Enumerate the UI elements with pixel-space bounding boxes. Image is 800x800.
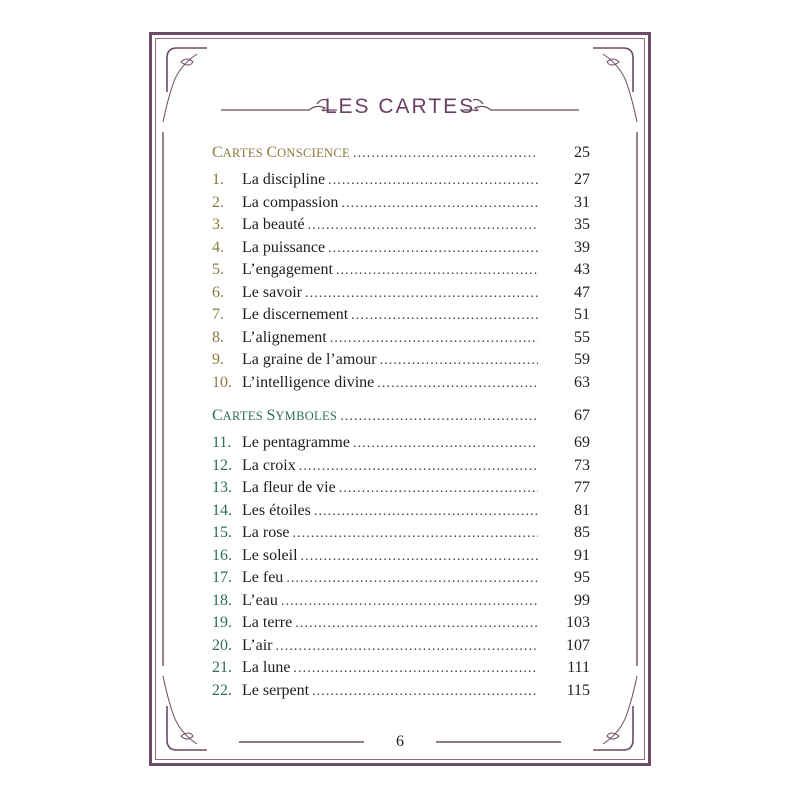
entry-label: L’engagement: [242, 261, 333, 278]
dot-leader: [328, 170, 538, 193]
title-banner: [149, 90, 651, 124]
dot-leader: [380, 350, 538, 373]
entry-list: [212, 169, 590, 394]
toc-entry[interactable]: [212, 259, 590, 282]
section-heading: [212, 404, 590, 428]
entry-page-number: 73: [574, 456, 590, 474]
entry-label: L’intelligence divine: [242, 373, 375, 391]
toc-entry[interactable]: [212, 237, 590, 260]
entry-number: 11.: [212, 434, 232, 451]
dot-leader: [351, 305, 538, 328]
dot-leader: [301, 546, 538, 569]
toc-entry[interactable]: [212, 372, 590, 395]
entry-label: Le feu: [242, 569, 284, 586]
toc-entry[interactable]: [212, 327, 590, 350]
dot-leader: [340, 405, 538, 429]
entry-page-number: 115: [566, 681, 590, 699]
entry-number: 1.: [212, 171, 224, 188]
entry-number: 4.: [212, 238, 224, 256]
dot-leader: [336, 260, 538, 283]
section-heading: [212, 141, 590, 165]
dot-leader: [276, 636, 538, 659]
entry-number: 7.: [212, 306, 224, 323]
toc-entry[interactable]: [212, 192, 590, 215]
entry-label: L’air: [242, 636, 273, 654]
entry-number: 22.: [212, 681, 232, 699]
dot-leader: [305, 283, 538, 306]
toc-entry[interactable]: [212, 590, 590, 613]
entry-number: 19.: [212, 614, 232, 631]
entry-number: 15.: [212, 524, 232, 541]
entry-label: L’alignement: [242, 328, 327, 346]
entry-page-number: 35: [574, 216, 590, 233]
dot-leader: [295, 613, 538, 636]
entry-list: [212, 432, 590, 702]
entry-label: Le discernement: [242, 306, 349, 323]
entry-page-number: 59: [574, 351, 590, 368]
entry-page-number: 47: [574, 283, 590, 301]
entry-label: La rose: [242, 524, 290, 541]
dot-leader: [328, 238, 538, 261]
table-of-contents: [212, 141, 590, 702]
entry-page-number: 81: [574, 501, 590, 519]
entry-page-number: 95: [574, 569, 590, 586]
entry-number: 8.: [212, 328, 224, 346]
entry-label: La beauté: [242, 216, 305, 233]
entry-label: La fleur de vie: [242, 479, 336, 496]
toc-entry[interactable]: [212, 612, 590, 635]
toc-entry[interactable]: [212, 282, 590, 305]
page-number: 6: [396, 733, 404, 750]
entry-label: Les étoiles: [242, 501, 311, 519]
dot-leader: [281, 591, 538, 614]
toc-entry[interactable]: [212, 635, 590, 658]
entry-page-number: 31: [574, 193, 590, 211]
dot-leader: [353, 142, 538, 166]
entry-number: 12.: [212, 456, 232, 474]
dot-leader: [339, 478, 538, 501]
entry-label: La discipline: [242, 171, 326, 188]
section-cartes-conscience: [212, 141, 590, 165]
entry-page-number: 43: [574, 261, 590, 278]
entry-page-number: 55: [574, 328, 590, 346]
entry-number: 17.: [212, 569, 232, 586]
entry-page-number: 69: [574, 434, 590, 451]
entry-label: Le serpent: [242, 681, 310, 699]
entry-number: 14.: [212, 501, 232, 519]
entry-label: Le savoir: [242, 283, 302, 301]
entry-page-number: 39: [574, 238, 590, 256]
dot-leader: [341, 193, 538, 216]
toc-entry[interactable]: [212, 545, 590, 568]
entry-label: Le soleil: [242, 546, 298, 564]
dot-leader: [293, 658, 538, 681]
toc-entry[interactable]: [212, 455, 590, 478]
entry-page-number: 51: [574, 306, 590, 323]
dot-leader: [308, 215, 538, 238]
entry-page-number: 63: [574, 373, 590, 391]
entry-number: 5.: [212, 261, 224, 278]
dot-leader: [299, 456, 538, 479]
entry-page-number: 85: [574, 524, 590, 541]
entry-page-number: 91: [574, 546, 590, 564]
entry-label: La puissance: [242, 238, 326, 256]
dot-leader: [312, 681, 538, 704]
entry-number: 20.: [212, 636, 232, 654]
entry-page-number: 103: [566, 614, 590, 631]
dot-leader: [377, 373, 538, 396]
section-title: CARTES SYMBOLES: [212, 407, 338, 424]
entry-number: 16.: [212, 546, 232, 564]
entry-page-number: 107: [566, 636, 590, 654]
section-title: CARTES CONSCIENCE: [212, 144, 350, 161]
entry-label: L’eau: [242, 591, 278, 609]
page-title: LES CARTES: [324, 95, 476, 118]
section-spacer: [212, 394, 590, 404]
entry-label: La graine de l’amour: [242, 351, 377, 368]
toc-entry[interactable]: [212, 214, 590, 237]
toc-entry[interactable]: [212, 349, 590, 372]
toc-entry[interactable]: [212, 657, 590, 680]
section-cartes-symboles: [212, 404, 590, 428]
entry-number: 10.: [212, 373, 232, 391]
toc-entry[interactable]: [212, 680, 590, 703]
toc-entry[interactable]: [212, 304, 590, 327]
section-page-number: 25: [574, 144, 590, 161]
entry-page-number: 99: [574, 591, 590, 609]
dot-leader: [314, 501, 538, 524]
entry-label: La croix: [242, 456, 296, 474]
toc-entry[interactable]: [212, 432, 590, 455]
dot-leader: [330, 328, 538, 351]
entry-number: 9.: [212, 351, 224, 368]
entry-label: Le pentagramme: [242, 434, 350, 451]
toc-entry[interactable]: [212, 477, 590, 500]
entry-number: 21.: [212, 659, 232, 676]
section-page-number: 67: [574, 407, 590, 424]
toc-entry[interactable]: [212, 169, 590, 192]
toc-entry[interactable]: [212, 522, 590, 545]
toc-entry[interactable]: [212, 567, 590, 590]
dot-leader: [293, 523, 538, 546]
entry-page-number: 111: [567, 659, 590, 676]
entry-number: 13.: [212, 479, 232, 496]
entry-label: La lune: [242, 659, 291, 676]
entry-number: 18.: [212, 591, 232, 609]
entry-page-number: 77: [574, 479, 590, 496]
entry-number: 2.: [212, 193, 224, 211]
entry-label: La terre: [242, 614, 293, 631]
toc-entry[interactable]: [212, 500, 590, 523]
dot-leader: [286, 568, 538, 591]
dot-leader: [353, 433, 538, 456]
entry-number: 6.: [212, 283, 224, 301]
entry-label: La compassion: [242, 193, 339, 211]
entry-page-number: 27: [574, 171, 590, 188]
entry-number: 3.: [212, 216, 224, 233]
